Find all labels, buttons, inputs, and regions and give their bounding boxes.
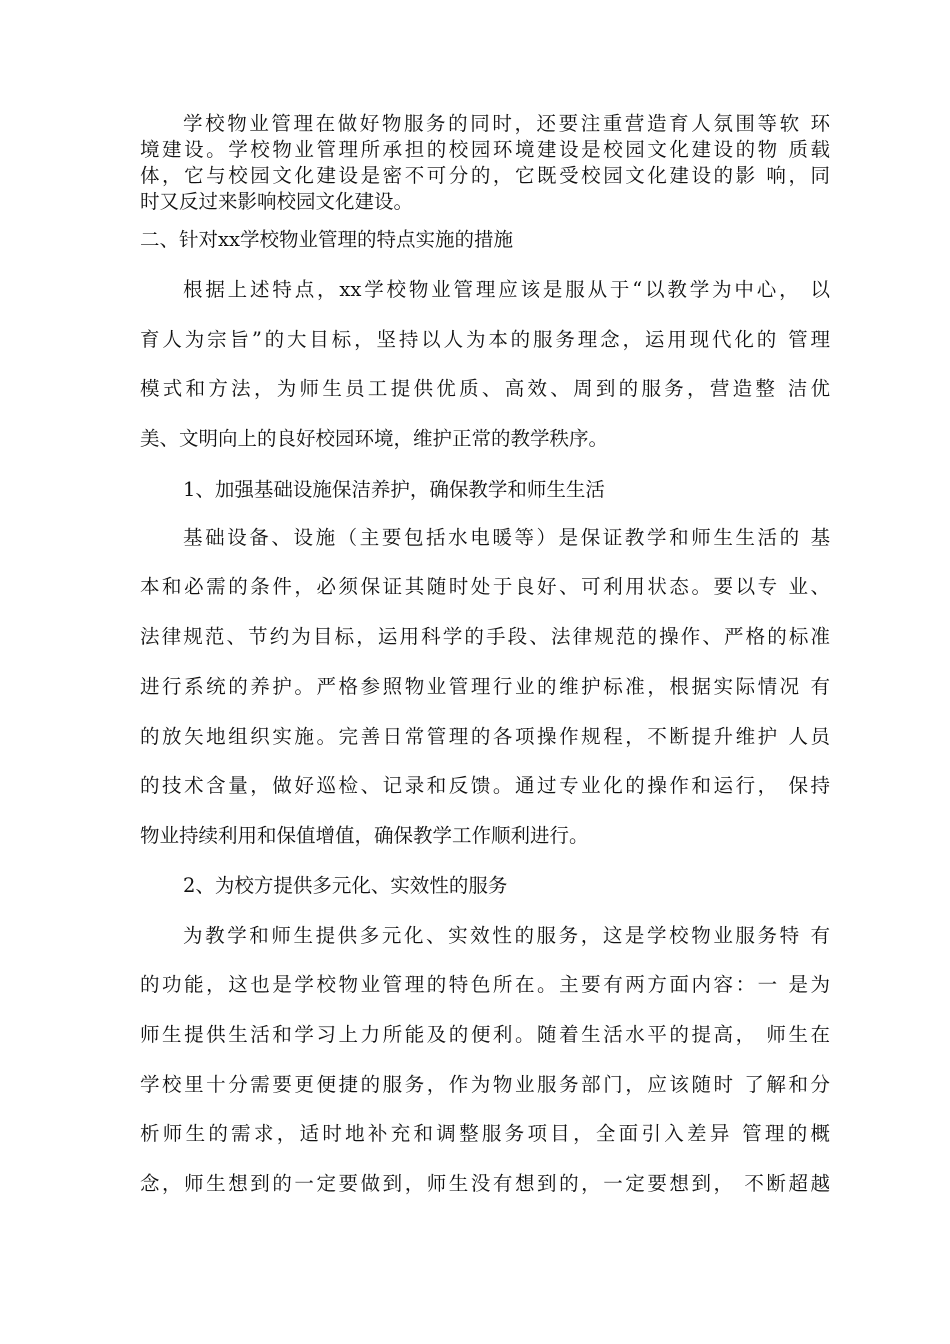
services-line: 学校里十分需要更便捷的服务，作为物业服务部门，应该随时 了解和分 [140,1073,830,1096]
intro-line: 境建设。学校物业管理所承担的校园环境建设是校园文化建设的物 质载 [140,138,830,161]
facilities-line: 进行系统的养护。严格参照物业管理行业的维护标准，根据实际情况 有 [140,675,830,698]
subheading-facilities: 1、加强基础设施保洁养护，确保教学和师生生活 [183,478,605,501]
services-line: 析师生的需求，适时地补充和调整服务项目，全面引入差异 管理的概 [140,1122,830,1145]
measures-line: 育人为宗旨”的大目标，坚持以人为本的服务理念，运用现代化的 管理 [140,328,830,351]
measures-line: 根据上述特点，xx学校物业管理应该是服从于“以教学为中心， 以 [183,278,830,301]
services-line: 念，师生想到的一定要做到，师生没有想到的，一定要想到， 不断超越 [140,1172,830,1195]
facilities-line: 法律规范、节约为目标，运用科学的手段、法律规范的操作、严格的标准 [140,625,830,648]
facilities-line: 的技术含量，做好巡检、记录和反馈。通过专业化的操作和运行， 保持 [140,774,830,797]
services-line: 的功能，这也是学校物业管理的特色所在。主要有两方面内容：一 是为 [140,973,830,996]
intro-paragraph [140,111,830,215]
intro-line: 体，它与校园文化建设是密不可分的，它既受校园文化建设的影 响，同 [140,164,830,187]
measures-line: 美、文明向上的良好校园环境，维护正常的教学秩序。 [140,427,609,450]
intro-line: 学校物业管理在做好物服务的同时，还要注重营造育人氛围等软 环 [183,112,830,135]
services-line: 为教学和师生提供多元化、实效性的服务，这是学校物业服务特 有 [183,924,830,947]
intro-line: 时又反过来影响校园文化建设。 [140,190,414,213]
services-line: 师生提供生活和学习上力所能及的便利。随着生活水平的提高， 师生在 [140,1023,830,1046]
facilities-line: 的放矢地组织实施。完善日常管理的各项操作规程，不断提升维护 人员 [140,725,830,748]
section-heading: 二、针对xx学校物业管理的特点实施的措施 [140,228,513,251]
facilities-line: 基础设备、设施（主要包括水电暖等）是保证教学和师生生活的 基 [183,526,830,549]
facilities-line: 物业持续利用和保值增值，确保教学工作顺利进行。 [140,824,589,847]
facilities-line: 本和必需的条件，必须保证其随时处于良好、可利用状态。要以专 业、 [140,575,830,598]
measures-line: 模式和方法，为师生员工提供优质、高效、周到的服务，营造整 洁优 [140,377,830,400]
subheading-services: 2、为校方提供多元化、实效性的服务 [183,874,508,897]
